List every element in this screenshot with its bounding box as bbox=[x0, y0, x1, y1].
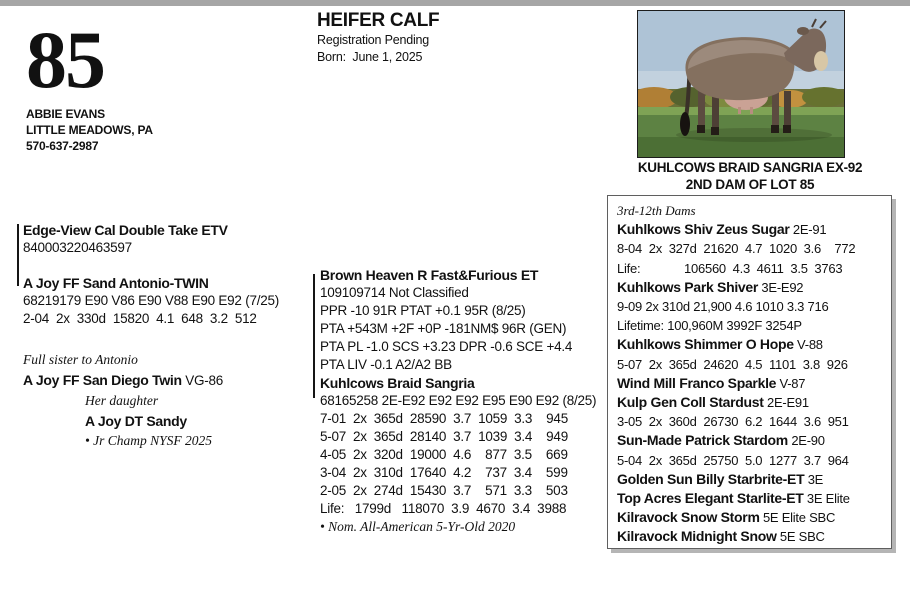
daughter-award: • Jr Champ NYSF 2025 bbox=[85, 433, 212, 448]
dam-entry: 9-09 2x 310d 21,900 4.6 1010 3.3 716 bbox=[617, 299, 829, 315]
cow-illustration bbox=[638, 11, 844, 157]
dam-entry: Golden Sun Billy Starbrite-ET 3E bbox=[617, 470, 824, 487]
dam-entry: Kuhlkows Shiv Zeus Sugar 2E-91 bbox=[617, 221, 827, 238]
maternal-sire-name: Brown Heaven R Fast&Furious ET bbox=[320, 267, 539, 283]
dam-entry: Lifetime: 100,960M 3992F 3254P bbox=[617, 318, 802, 334]
dam-entry: Top Acres Elegant Starlite-ET 3E Elite bbox=[617, 490, 850, 507]
dam-entry: Sun-Made Patrick Stardom 2E-90 bbox=[617, 432, 825, 449]
dam-entry: 5-04 2x 365d 25750 5.0 1277 3.7 964 bbox=[617, 452, 849, 468]
consignor-location: LITTLE MEADOWS, PA bbox=[26, 123, 153, 137]
maternal-sire-line: 109109714 Not Classified bbox=[320, 285, 469, 300]
dam-entry: Life: 106560 4.3 4611 3.5 3763 bbox=[617, 260, 843, 276]
photo-caption-name: KUHLCOWS BRAID SANGRIA EX-92 bbox=[637, 160, 863, 175]
maternal-sire-line: PTA PL -1.0 SCS +3.23 DPR -0.6 SCE +4.4 bbox=[320, 339, 573, 354]
second-dam-award: • Nom. All-American 5-Yr-Old 2020 bbox=[320, 519, 516, 534]
dam-entry: 5-07 2x 365d 24620 4.5 1101 3.8 926 bbox=[617, 356, 848, 372]
animal-header bbox=[317, 10, 439, 66]
extended-dams-box bbox=[607, 195, 892, 549]
dam-entry: Kuhlkows Park Shiver 3E-E92 bbox=[617, 278, 804, 295]
dam-entry: Wind Mill Franco Sparkle V-87 bbox=[617, 374, 806, 391]
animal-type-title: HEIFER CALF bbox=[317, 10, 440, 31]
top-rule bbox=[0, 0, 910, 6]
pedigree-bracket-mid bbox=[313, 274, 315, 398]
lot-block bbox=[26, 14, 153, 154]
dams-box-heading: 3rd-12th Dams bbox=[617, 203, 696, 218]
birth-date: Born: June 1, 2025 bbox=[317, 50, 423, 64]
sister-score: VG-86 bbox=[181, 373, 224, 388]
dam-entry: 8-04 2x 327d 21620 4.7 1020 3.6 772 bbox=[617, 241, 856, 257]
dam-name: A Joy FF Sand Antonio-TWIN bbox=[23, 275, 209, 291]
second-dam-record: 7-01 2x 365d 28590 3.7 1059 3.3 945 bbox=[320, 411, 568, 426]
lot-number: 85 bbox=[26, 14, 104, 105]
dam-entry: Kulp Gen Coll Stardust 2E-E91 bbox=[617, 394, 809, 411]
consignor-phone: 570-637-2987 bbox=[26, 139, 99, 153]
sire-name: Edge-View Cal Double Take ETV bbox=[23, 222, 228, 238]
family-notes bbox=[23, 350, 308, 451]
sister-line bbox=[23, 370, 308, 391]
dam-scores: 68219179 E90 V86 E90 V88 E90 E92 (7/25) bbox=[23, 293, 279, 308]
dam-entry: Kilravock Midnight Snow 5E SBC bbox=[617, 528, 825, 545]
pedigree-bracket-left bbox=[17, 224, 19, 286]
maternal-sire-line: PPR -10 91R PTAT +0.1 95R (8/25) bbox=[320, 303, 526, 318]
sister-name: A Joy FF San Diego Twin bbox=[23, 372, 182, 388]
dam-record: 2-04 2x 330d 15820 4.1 648 3.2 512 bbox=[23, 311, 257, 326]
sister-note: Full sister to Antonio bbox=[23, 352, 138, 367]
maternal-sire-line: PTA +543M +2F +0P -181NM$ 96R (GEN) bbox=[320, 321, 567, 336]
photo-caption-relation: 2ND DAM OF LOT 85 bbox=[685, 176, 815, 192]
consignor-name: ABBIE EVANS bbox=[26, 107, 105, 121]
photo-caption bbox=[607, 160, 893, 193]
cow-photo bbox=[637, 10, 845, 158]
maternal-sire-line: PTA LIV -0.1 A2/A2 BB bbox=[320, 357, 452, 372]
second-dam-reg: 68165258 2E-E92 E92 E92 E95 E90 E92 (8/25) bbox=[320, 393, 597, 408]
pedigree-column-left bbox=[23, 221, 308, 451]
registration-status: Registration Pending bbox=[317, 33, 430, 47]
daughter-name: A Joy DT Sandy bbox=[85, 413, 187, 429]
pedigree-column-mid bbox=[320, 266, 610, 536]
sire-registration: 840003220463597 bbox=[23, 240, 132, 255]
dam-entry: 3-05 2x 360d 26730 6.2 1644 3.6 951 bbox=[617, 414, 849, 430]
daughter-note: Her daughter bbox=[85, 393, 159, 408]
second-dam-record: 2-05 2x 274d 15430 3.7 571 3.3 503 bbox=[320, 483, 568, 498]
dam-entry: Kilravock Snow Storm 5E Elite SBC bbox=[617, 509, 836, 526]
second-dam-lifetime: Life: 1799d 118070 3.9 4670 3.4 3988 bbox=[320, 501, 567, 516]
dam-entry: Kuhlkows Shimmer O Hope V-88 bbox=[617, 336, 823, 353]
second-dam-name: Kuhlcows Braid Sangria bbox=[320, 375, 475, 391]
second-dam-record: 4-05 2x 320d 19000 4.6 877 3.5 669 bbox=[320, 447, 568, 462]
second-dam-record: 3-04 2x 310d 17640 4.2 737 3.4 599 bbox=[320, 465, 568, 480]
consignor-block bbox=[26, 106, 153, 154]
second-dam-record: 5-07 2x 365d 28140 3.7 1039 3.4 949 bbox=[320, 429, 568, 444]
